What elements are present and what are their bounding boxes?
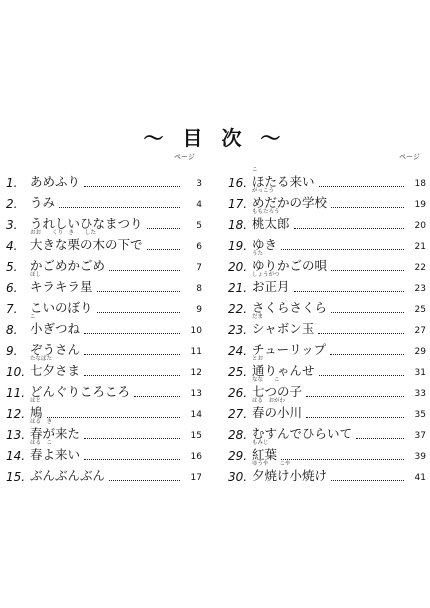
entry-page-number: 4 bbox=[196, 200, 202, 210]
entry-title: かごめかごめ bbox=[30, 258, 106, 273]
entry-page-number: 27 bbox=[414, 326, 426, 336]
dot-leader bbox=[306, 396, 404, 397]
entry-title: 桃太郎 bbox=[252, 216, 290, 231]
page-column-header-left: ページ bbox=[174, 153, 195, 161]
dot-leader bbox=[306, 417, 404, 418]
entry-ruby: こ bbox=[252, 167, 258, 173]
entry-number: 24. bbox=[228, 344, 248, 358]
entry-title: ゆりかごの唄 bbox=[252, 258, 328, 273]
toc-entry bbox=[6, 314, 202, 338]
entry-title: 春が来た bbox=[30, 426, 81, 441]
entry-number: 28. bbox=[228, 428, 248, 442]
entry-ruby: たなばた bbox=[30, 356, 53, 362]
entry-ruby: しょうがつ bbox=[252, 272, 280, 278]
entry-page-number: 25 bbox=[414, 305, 426, 315]
dot-leader bbox=[281, 249, 404, 250]
entry-ruby: はる おがわ bbox=[252, 398, 286, 404]
entry-number: 26. bbox=[228, 386, 248, 400]
toc-entry bbox=[6, 440, 202, 464]
dot-leader bbox=[84, 459, 180, 460]
entry-ruby: がっこう bbox=[252, 188, 275, 194]
entry-title: 鳩 bbox=[30, 405, 43, 420]
dot-leader bbox=[319, 375, 404, 376]
entry-number: 25. bbox=[228, 365, 248, 379]
entry-number: 2. bbox=[6, 197, 18, 211]
page-column-header-right: ページ bbox=[399, 153, 420, 161]
entry-title-wrap bbox=[252, 398, 303, 422]
entry-ruby: はる き bbox=[30, 419, 53, 425]
dot-leader bbox=[281, 459, 404, 460]
dot-leader bbox=[147, 228, 180, 229]
entry-ruby: ゆうや こや bbox=[252, 461, 291, 467]
entry-title-wrap bbox=[252, 272, 290, 296]
dot-leader bbox=[109, 480, 180, 481]
toc-title: 〜 目 次 〜 bbox=[143, 126, 287, 150]
entry-page-number: 23 bbox=[414, 284, 426, 294]
entry-number: 3. bbox=[6, 218, 18, 232]
entry-title-wrap bbox=[30, 256, 105, 275]
dot-leader bbox=[294, 291, 404, 292]
entry-number: 5. bbox=[6, 260, 18, 274]
entry-number: 18. bbox=[228, 218, 248, 232]
entry-page-number: 21 bbox=[414, 242, 426, 252]
entry-page-number: 33 bbox=[414, 389, 426, 399]
entry-title: 七つの子 bbox=[252, 384, 303, 399]
dot-leader bbox=[331, 312, 404, 313]
entry-page-number: 16 bbox=[190, 452, 202, 462]
entry-number: 23. bbox=[228, 323, 248, 337]
entry-number: 7. bbox=[6, 302, 18, 316]
entry-title-wrap bbox=[30, 356, 81, 380]
entry-number: 20. bbox=[228, 260, 248, 274]
dot-leader bbox=[330, 354, 404, 355]
entry-ruby: なな こ bbox=[252, 377, 280, 383]
dot-leader bbox=[356, 438, 404, 439]
entry-title: めだかの学校 bbox=[252, 195, 328, 210]
dot-leader bbox=[97, 291, 180, 292]
entry-number: 29. bbox=[228, 449, 248, 463]
entry-page-number: 41 bbox=[414, 473, 426, 483]
dot-leader bbox=[84, 354, 180, 355]
entry-title: キラキラ星 bbox=[30, 279, 93, 294]
toc-entry bbox=[6, 356, 202, 380]
entry-title: お正月 bbox=[252, 279, 290, 294]
entry-number: 17. bbox=[228, 197, 248, 211]
entry-title: 大きな栗の木の下で bbox=[30, 237, 143, 252]
entry-title-wrap bbox=[30, 230, 143, 254]
dot-leader bbox=[294, 228, 404, 229]
dot-leader bbox=[84, 333, 180, 334]
entry-title: 通りゃんせ bbox=[252, 363, 315, 378]
entry-title: ほたる来い bbox=[252, 174, 315, 189]
toc-entry bbox=[6, 230, 202, 254]
entry-page-number: 9 bbox=[196, 305, 202, 315]
entry-page-number: 10 bbox=[190, 326, 202, 336]
entry-page-number: 7 bbox=[196, 263, 202, 273]
entry-page-number: 22 bbox=[414, 263, 426, 273]
toc-entry bbox=[228, 272, 426, 296]
entry-ruby: ももたろう bbox=[252, 209, 280, 215]
entry-number: 30. bbox=[228, 470, 248, 484]
entry-page-number: 19 bbox=[414, 200, 426, 210]
entry-title-wrap bbox=[30, 298, 93, 317]
entry-title-wrap bbox=[252, 340, 326, 359]
toc-entry bbox=[228, 398, 426, 422]
entry-number: 13. bbox=[6, 428, 26, 442]
entry-number: 22. bbox=[228, 302, 248, 316]
dot-leader bbox=[97, 312, 180, 313]
entry-number: 27. bbox=[228, 407, 248, 421]
entry-title: ゆき bbox=[252, 237, 278, 252]
entry-title: うれしいひなまつり bbox=[30, 216, 143, 231]
entry-title-wrap bbox=[252, 209, 290, 233]
entry-title-wrap bbox=[252, 298, 327, 317]
entry-page-number: 31 bbox=[414, 368, 426, 378]
entry-page-number: 35 bbox=[414, 410, 426, 420]
entry-title: あめふり bbox=[30, 174, 81, 189]
dot-leader bbox=[318, 333, 404, 334]
entry-title: 七夕さま bbox=[30, 363, 81, 378]
entry-number: 12. bbox=[6, 407, 26, 421]
entry-title: どんぐりころころ bbox=[30, 384, 131, 399]
entry-title: ぶんぶんぶん bbox=[30, 468, 106, 483]
toc-column-right bbox=[228, 167, 426, 485]
entry-page-number: 8 bbox=[196, 284, 202, 294]
entry-title: むすんでひらいて bbox=[252, 426, 353, 441]
entry-title: シャボン玉 bbox=[252, 321, 315, 336]
toc-column-left bbox=[6, 170, 202, 485]
entry-title: 春よ来い bbox=[30, 447, 81, 462]
entry-number: 4. bbox=[6, 239, 18, 253]
entry-number: 21. bbox=[228, 281, 248, 295]
entry-title: 小ぎつね bbox=[30, 321, 81, 336]
entry-ruby: ほし bbox=[30, 272, 42, 278]
entry-title-wrap bbox=[252, 314, 315, 338]
entry-title-wrap bbox=[30, 382, 130, 401]
entry-page-number: 18 bbox=[414, 179, 426, 189]
entry-title: うみ bbox=[30, 195, 56, 210]
entry-page-number: 6 bbox=[196, 242, 202, 252]
entry-title: チューリップ bbox=[252, 342, 327, 357]
entry-page-number: 11 bbox=[190, 347, 202, 357]
dot-leader bbox=[84, 186, 180, 187]
entry-number: 6. bbox=[6, 281, 18, 295]
toc-entry bbox=[6, 191, 202, 212]
toc-entry bbox=[228, 209, 426, 233]
toc-entry bbox=[228, 461, 426, 485]
entry-ruby: だま bbox=[252, 314, 264, 320]
entry-page-number: 15 bbox=[190, 431, 202, 441]
entry-ruby: もみじ bbox=[252, 440, 269, 446]
entry-ruby: はる こ bbox=[30, 440, 53, 446]
entry-number: 14. bbox=[6, 449, 26, 463]
entry-title-wrap bbox=[30, 440, 81, 464]
entry-title: こいのぼり bbox=[30, 300, 93, 315]
dot-leader bbox=[109, 270, 180, 271]
entry-page-number: 39 bbox=[414, 452, 426, 462]
entry-number: 8. bbox=[6, 323, 18, 337]
entry-ruby: はと bbox=[30, 398, 42, 404]
entry-page-number: 13 bbox=[190, 389, 202, 399]
entry-number: 19. bbox=[228, 239, 248, 253]
dot-leader bbox=[331, 207, 404, 208]
dot-leader bbox=[331, 480, 404, 481]
dot-leader bbox=[331, 270, 404, 271]
entry-title-wrap bbox=[30, 272, 93, 296]
entry-title: 春の小川 bbox=[252, 405, 303, 420]
entry-number: 16. bbox=[228, 176, 248, 190]
entry-title-wrap bbox=[252, 461, 328, 485]
entry-page-number: 37 bbox=[414, 431, 426, 441]
dot-leader bbox=[59, 207, 180, 208]
entry-page-number: 14 bbox=[190, 410, 202, 420]
toc-entry bbox=[6, 272, 202, 296]
dot-leader bbox=[84, 375, 180, 376]
entry-page-number: 3 bbox=[196, 179, 202, 189]
dot-leader bbox=[47, 417, 180, 418]
toc-entry bbox=[6, 170, 202, 191]
entry-ruby: おお くり き した bbox=[30, 230, 97, 236]
entry-page-number: 17 bbox=[190, 473, 202, 483]
entry-title: 夕焼け小焼け bbox=[252, 468, 328, 483]
dot-leader bbox=[319, 186, 404, 187]
entry-ruby: とお bbox=[252, 356, 264, 362]
entry-page-number: 12 bbox=[190, 368, 202, 378]
entry-title-wrap bbox=[30, 314, 81, 338]
toc-entry bbox=[6, 464, 202, 485]
entry-page-number: 5 bbox=[196, 221, 202, 231]
toc-entry bbox=[228, 314, 426, 338]
entry-title-wrap bbox=[30, 193, 55, 212]
entry-number: 15. bbox=[6, 470, 26, 484]
entry-page-number: 29 bbox=[414, 347, 426, 357]
entry-page-number: 20 bbox=[414, 221, 426, 231]
entry-title: ぞうさん bbox=[30, 342, 81, 357]
entry-number: 10. bbox=[6, 365, 26, 379]
entry-number: 11. bbox=[6, 386, 26, 400]
entry-title: 紅葉 bbox=[252, 447, 278, 462]
entry-title-wrap bbox=[30, 172, 80, 191]
dot-leader bbox=[147, 249, 180, 250]
entry-title: さくらさくら bbox=[252, 300, 328, 315]
entry-title-wrap bbox=[30, 466, 105, 485]
entry-number: 9. bbox=[6, 344, 18, 358]
entry-ruby: こ bbox=[30, 314, 36, 320]
dot-leader bbox=[134, 396, 180, 397]
entry-ruby: うた bbox=[252, 251, 264, 257]
entry-number: 1. bbox=[6, 176, 18, 190]
dot-leader bbox=[84, 438, 180, 439]
